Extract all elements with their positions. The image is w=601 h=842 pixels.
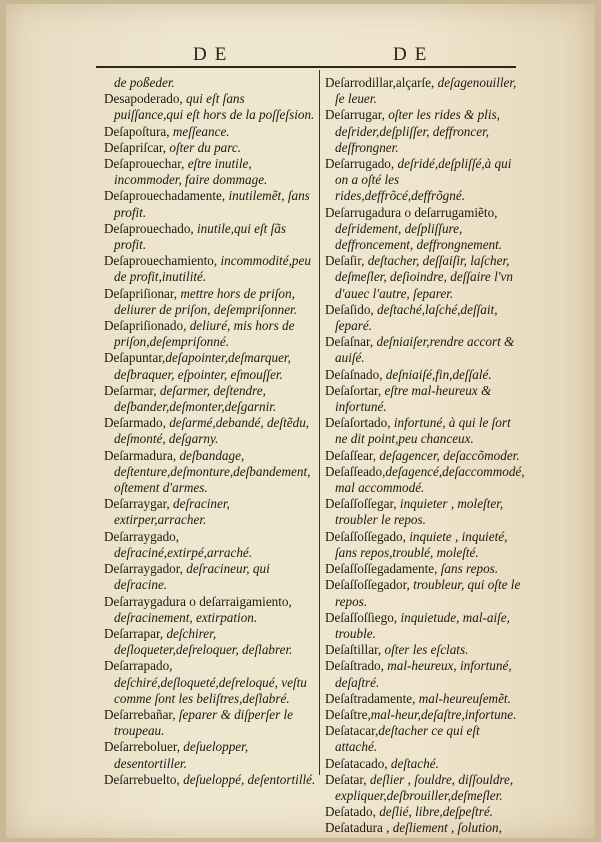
entry-definition: deſtacher ce qui eſt attaché.	[335, 723, 480, 755]
entry-headword: Deſaprouechado,	[104, 220, 194, 236]
dictionary-entry	[104, 529, 317, 561]
dictionary-entry	[325, 577, 523, 609]
dictionary-entry	[104, 350, 317, 382]
entry-headword: Deſaprouechamiento,	[104, 253, 218, 269]
right-column	[325, 75, 523, 837]
entry-definition: troubleur, qui oſte le repos.	[335, 577, 521, 609]
entry-headword: Deſarrebuelto,	[104, 771, 180, 787]
dictionary-entry	[325, 253, 523, 302]
dictionary-entry	[104, 318, 317, 350]
entry-definition: meſſeance.	[169, 123, 230, 139]
entry-headword: Deſatado,	[325, 804, 376, 820]
entry-headword: Desapoderado,	[104, 91, 183, 107]
entry-definition: deſracineur, qui deſracine.	[114, 561, 270, 593]
dictionary-entry	[104, 415, 317, 447]
dictionary-entry	[325, 658, 523, 690]
entry-headword: Deſaſſoſſegado,	[325, 528, 406, 544]
dictionary-entry	[104, 221, 317, 253]
entry-headword: Deſatacado,	[325, 755, 388, 771]
column-divider	[319, 70, 320, 775]
dictionary-entry	[104, 124, 317, 140]
dictionary-entry	[325, 610, 523, 642]
entry-definition: eſtre mal-heureux & infortuné.	[335, 382, 492, 415]
entry-headword: Deſapriſionado,	[104, 318, 187, 334]
dictionary-entry	[325, 75, 523, 107]
dictionary-entry	[104, 156, 317, 188]
dictionary-entry	[325, 383, 523, 415]
dictionary-entry	[325, 561, 523, 577]
dictionary-entry	[104, 772, 317, 788]
entry-headword: Deſarraygar,	[104, 496, 170, 512]
dictionary-entry	[104, 383, 317, 415]
entry-definition: deſagenouiller, ſe leuer.	[335, 75, 517, 107]
dictionary-entry	[325, 756, 523, 772]
entry-headword: Deſaſſoſſiego,	[325, 609, 398, 625]
entry-definition: infortuné, à qui le ſort ne dit point,peu chanceux.	[335, 415, 511, 447]
entry-headword: Deſaſſear,	[325, 447, 377, 463]
entry-headword: Deſaſnado,	[325, 366, 383, 382]
dictionary-entry	[325, 772, 523, 804]
entry-headword: Deſaſtrado,	[325, 658, 384, 674]
entry-headword: Deſarrugadura o deſarrugamiẽto,	[325, 204, 498, 220]
entry-definition: deſtacher, deſſaiſir, laſcher, deſmeſler, deſioindre, deſſaire l'vn d'auec l'autre, ſeparer.	[335, 253, 513, 301]
entry-definition: deſchirer, deſloqueter,deſreloquer, deſlabrer.	[114, 625, 293, 658]
entry-definition: ſeparer & diſperſer le troupeau.	[114, 706, 294, 739]
dictionary-entry	[104, 739, 317, 771]
entry-definition: deſniaiſé,fin,deſſalé.	[382, 366, 492, 382]
entry-headword: Deſarrapar,	[104, 625, 164, 641]
dictionary-entry	[104, 707, 317, 739]
entry-definition: ſans repos.	[437, 561, 499, 577]
entry-headword: Deſarrapado,	[104, 658, 173, 674]
dictionary-entry	[325, 415, 523, 447]
entry-headword: Deſaſſoſſegador,	[325, 577, 410, 593]
entry-definition: inquiete , inquieté, ſans repos,troublé, moleſté.	[335, 528, 508, 560]
entry-definition: deſbandage, deſtenture,deſmonture,deſbandement, oſtement d'armes.	[114, 447, 311, 496]
entry-headword: Deſaſtre,	[325, 706, 371, 722]
entry-headword: Deſapriſcar,	[104, 139, 167, 155]
entry-headword: Deſaſtradamente,	[325, 690, 416, 706]
dictionary-entry	[325, 529, 523, 561]
continuation-text: de poßeder.	[114, 75, 175, 90]
entry-definition: inquieter , moleſter, troubler le repos.	[335, 496, 504, 528]
dictionary-entry	[104, 188, 317, 220]
entry-definition: deſueloppé, deſentortillé.	[179, 771, 316, 787]
entry-definition: deſagencé,deſaccommodé, mal accommodé.	[335, 463, 525, 496]
entry-headword: Deſaſnar,	[325, 334, 374, 350]
entry-headword: Deſaſſoſſegar,	[325, 496, 397, 512]
dictionary-entry	[325, 691, 523, 707]
entry-definition: deſraciné,extirpé,arraché.	[114, 544, 253, 560]
entry-headword: Deſaſſoſſegadamente,	[325, 561, 438, 577]
left-entries	[104, 91, 317, 788]
entry-headword: Deſarrebañar,	[104, 706, 176, 722]
entry-definition: mal-heur,deſaſtre,infortune.	[370, 706, 517, 722]
dictionary-entry	[325, 804, 523, 820]
right-entries	[325, 75, 523, 837]
entry-definition: deſuelopper, desentortiller.	[114, 739, 249, 771]
entry-headword: Deſaprouechadamente,	[104, 188, 226, 204]
entry-headword: Deſapriſionar,	[104, 285, 178, 301]
entry-definition: deſliement , ſolution,	[389, 820, 502, 836]
dictionary-entry	[325, 642, 523, 658]
entry-definition: deſchiré,deſloqueté,deſreloqué, veſtu comme ſont les beliſtres,deſlabré.	[114, 674, 307, 706]
entry-definition: qui eſt ſans puiſſance,qui eſt hors de la poſſeſsion.	[114, 91, 315, 123]
entry-headword: Deſarmado,	[104, 415, 166, 431]
entry-headword: Deſarraygadura o deſarraigamiento,	[104, 593, 292, 609]
entry-definition: mal-heureuſemẽt.	[415, 690, 511, 706]
dictionary-entry	[325, 334, 523, 366]
entry-headword: Deſarrugado,	[325, 156, 395, 172]
entry-headword: Deſarrodillar,alçarſe,	[325, 75, 435, 90]
entry-headword: Deſarmadura,	[104, 447, 177, 463]
dictionary-entry	[325, 205, 523, 254]
entry-definition: deſridement, deſpliſſure, deffroncement, deffrongnement.	[335, 220, 503, 253]
entry-headword: Deſaſſeado,	[325, 463, 386, 479]
entry-headword: Deſarrugar,	[325, 107, 385, 123]
entry-definition: oſter les eſclats.	[381, 642, 469, 658]
dictionary-entry	[325, 448, 523, 464]
entry-definition: deſtaché.	[387, 755, 439, 771]
entry-definition: mettre hors de priſon, deliurer de priſon, deſempriſonner.	[114, 285, 298, 317]
entry-definition: inutile,qui eſt ſãs profit.	[114, 220, 287, 253]
dictionary-entry	[325, 302, 523, 334]
header-right-word: DE	[393, 44, 435, 65]
entry-headword: Deſarmar,	[104, 382, 157, 398]
entry-definition: deſtaché,laſché,deſſait, ſeparé.	[335, 301, 498, 334]
entry-definition: mal-heureux, infortuné, deſaſtré.	[335, 658, 512, 690]
dictionary-entry	[325, 723, 523, 755]
dictionary-entry	[325, 107, 523, 156]
entry-headword: Deſapoſtura,	[104, 123, 170, 139]
entry-definition: incommodité,peu de profit,inutilité.	[114, 253, 311, 285]
entry-definition: oſter du parc.	[166, 139, 242, 155]
entry-definition: deſridé,deſpliſſé,à qui on a oſté les rides,deffrõcé,deffrõgné.	[335, 156, 512, 204]
entry-definition: deſagencer, deſaccõmoder.	[376, 447, 520, 463]
dictionary-entry	[104, 253, 317, 285]
entry-definition: deſraciner, extirper,arracher.	[114, 496, 230, 528]
dictionary-entry	[104, 91, 317, 123]
entry-headword: Deſaſtillar,	[325, 642, 382, 658]
entry-definition: deſlier , ſouldre, diſſouldre, expliquer,deſbrouiller,deſmeſler.	[335, 771, 514, 803]
dictionary-entry	[104, 561, 317, 593]
dictionary-entry	[104, 140, 317, 156]
header-left-word: DE	[193, 44, 235, 65]
entry-definition: oſter les rides & plis, deſrider,deſpliſſer, deffroncer, deſfrongner.	[335, 107, 500, 155]
dictionary-entry	[325, 820, 523, 836]
entry-definition: deſracinement, extirpation.	[114, 609, 258, 625]
entry-definition: deſarmé,debandé, deſtẽdu, deſmonté, deſgarny.	[114, 415, 310, 447]
entry-definition: deſarmer, deſtendre, deſbander,deſmonter,deſgarnir.	[114, 382, 277, 415]
entry-headword: Deſatacar,	[325, 723, 379, 739]
entry-headword: Deſatadura ,	[325, 820, 390, 836]
entry-headword: Deſapuntar,	[104, 350, 166, 366]
entry-headword: Deſaſortado,	[325, 415, 391, 431]
dictionary-entry	[104, 286, 317, 318]
dictionary-entry	[325, 496, 523, 528]
entry-headword: Deſarraygador,	[104, 561, 183, 577]
entry-definition: deſapointer,deſmarquer, deſbraquer, eſpointer, eſmouſſer.	[114, 350, 291, 382]
dictionary-entry	[104, 658, 317, 707]
dictionary-entry	[104, 626, 317, 658]
dictionary-entry	[104, 496, 317, 528]
entry-definition: deliuré, mis hors de priſon,deſempriſonné.	[114, 318, 295, 350]
dictionary-entry	[104, 448, 317, 497]
entry-headword: Deſaſir,	[325, 253, 365, 269]
entry-definition: eſtre inutile, incommoder, faire dommage.	[114, 156, 268, 188]
entry-definition: deſniaiſer,rendre accort & auiſé.	[335, 334, 515, 366]
dictionary-entry	[325, 707, 523, 723]
entry-definition: deſlié, libre,deſpeſtré.	[375, 804, 493, 820]
entry-headword: Deſaſido,	[325, 301, 374, 317]
dictionary-entry	[325, 156, 523, 205]
dictionary-entry	[325, 367, 523, 383]
entry-headword: Deſatar,	[325, 771, 367, 787]
left-column	[104, 75, 317, 788]
entry-definition: inutilemẽt, ſans profit.	[114, 188, 310, 220]
dictionary-entry	[104, 594, 317, 626]
entry-headword: Deſarraygado,	[104, 528, 180, 544]
entry-headword: Deſaſortar,	[325, 382, 382, 398]
header-rule	[96, 66, 516, 68]
entry-headword: Deſaprouechar,	[104, 156, 185, 172]
entry-definition: inquietude, mal-aiſe, trouble.	[335, 609, 510, 641]
entry-headword: Deſarreboluer,	[104, 739, 180, 755]
dictionary-entry	[325, 464, 523, 496]
